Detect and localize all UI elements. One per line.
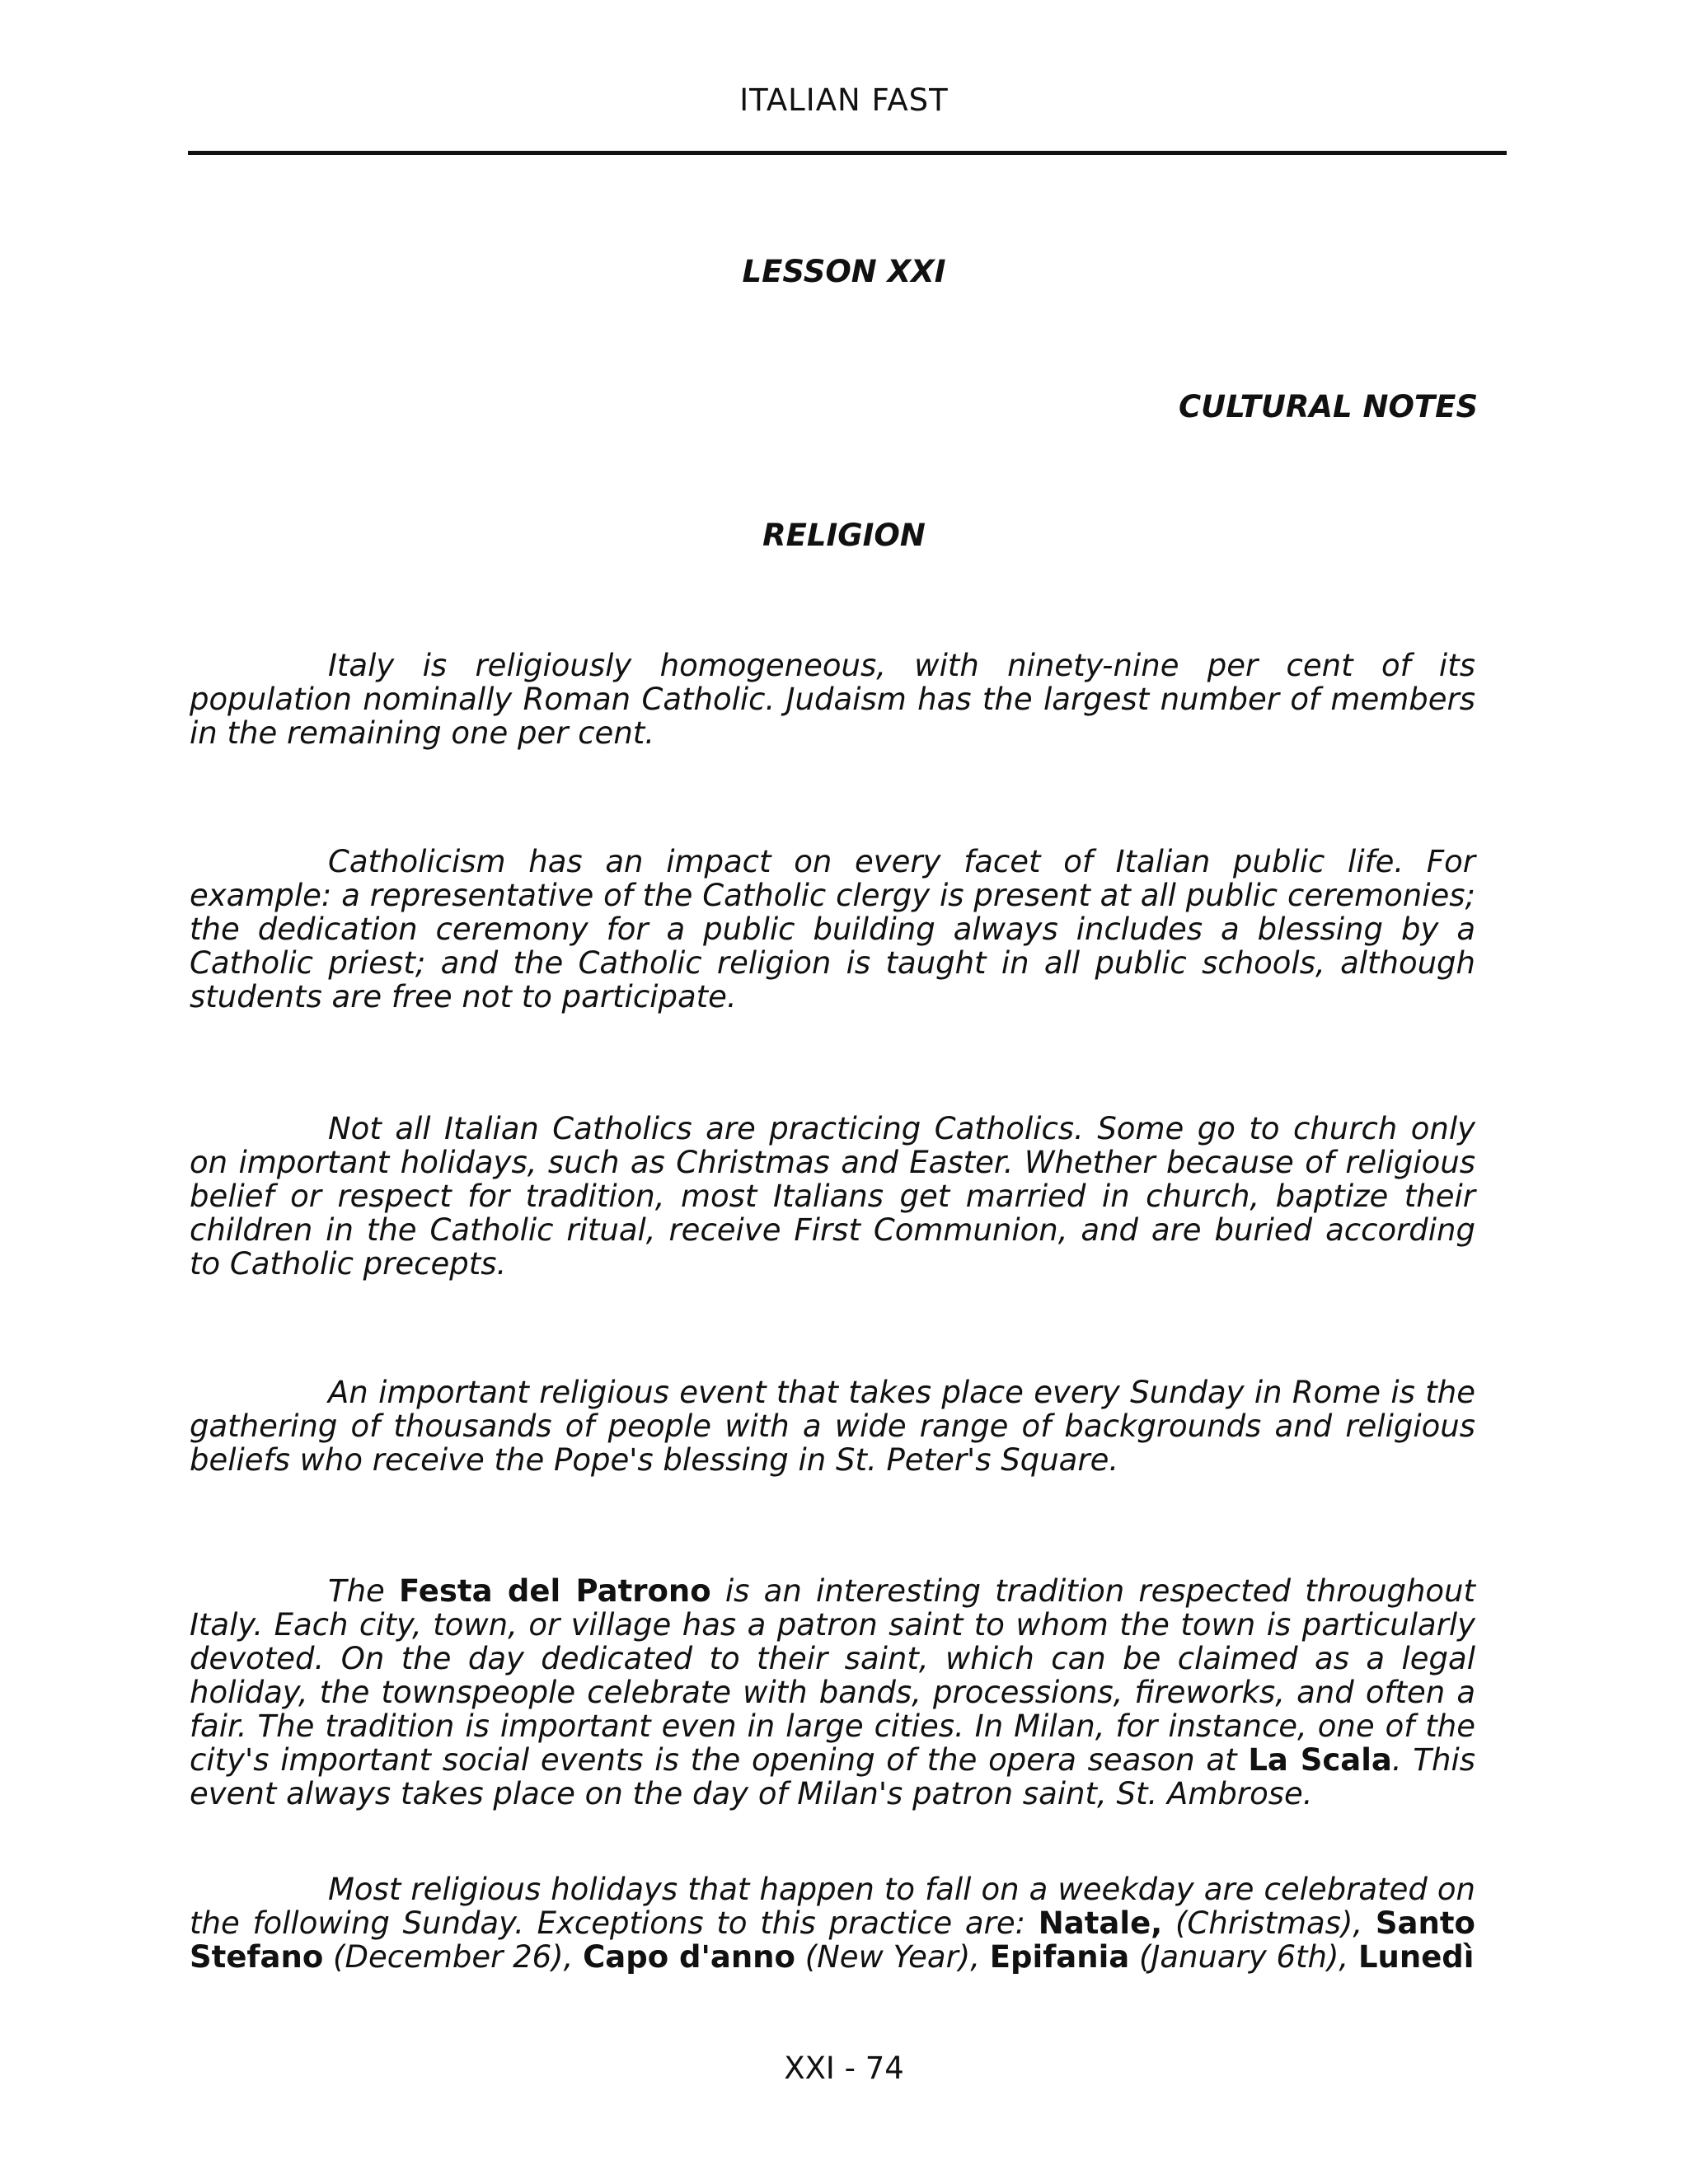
paragraph-religious-homogeneity: Italy is religiously homogeneous, with ninety-nine per cent of its population nominally Roman Catholic. Judaism has the largest number of members in the remaining one per cent. <box>190 648 1475 751</box>
italian-term: Santo Stefano <box>190 1905 1475 1975</box>
cultural-notes-heading: CULTURAL NOTES <box>1179 389 1479 424</box>
italian-term: Natale, <box>1038 1905 1163 1941</box>
italian-term: Festa del Patrono <box>399 1573 711 1609</box>
text-run: (December 26), <box>323 1939 584 1975</box>
text-run: (January 6th), <box>1129 1939 1358 1975</box>
text-run: Most religious holidays that happen to fall on a weekday are celebrated on the following Sunday. Exceptions to this practice are: <box>190 1872 1475 1941</box>
paragraph-festa-del-patrono <box>190 1574 1475 1811</box>
paragraph-religious-holidays <box>190 1872 1475 1974</box>
header-rule <box>188 151 1507 155</box>
italian-term: Capo d'anno <box>583 1939 795 1975</box>
paragraph-catholic-public-life: Catholicism has an impact on every facet of Italian public life. For example: a representative of the Catholic clergy is present at all public ceremonies; the dedication ceremony for a public building always includes a blessing by a Catholic priest; and the Catholic religion is taught in all public schools, although students are free not to participate. <box>190 844 1475 1015</box>
page-number: XXI - 74 <box>784 2050 904 2086</box>
paragraph-papal-blessing: An important religious event that takes place every Sunday in Rome is the gathering of thousands of people with a wide range of backgrounds and religious beliefs who receive the Pope's blessing in St. Peter's Square. <box>190 1375 1475 1478</box>
running-header: ITALIAN FAST <box>739 82 949 118</box>
text-run: (Christmas), <box>1162 1905 1376 1941</box>
lesson-title: LESSON XXI <box>742 254 946 289</box>
italian-term: Epifania <box>989 1939 1130 1975</box>
text-run: (New Year), <box>795 1939 990 1975</box>
italian-term: Lunedì <box>1357 1939 1475 1975</box>
italian-term: La Scala <box>1248 1742 1392 1778</box>
text-run: The <box>328 1573 400 1609</box>
text-run: . This event always takes place on the day of Milan's patron saint, St. Ambrose. <box>190 1742 1475 1811</box>
text-run: is an interesting tradition respected throughout Italy. Each city, town, or village has a patron saint to whom the town is particularly devoted. On the day dedicated to their saint, which can be claimed as a legal holiday, the townspeople celebrate with bands, processions, fireworks, and often a fair. The tradition is important even in large cities. In Milan, for instance, one of the city's important social events is the opening of the opera season at <box>190 1573 1476 1778</box>
section-heading: RELIGION <box>762 518 926 553</box>
paragraph-practicing-catholics: Not all Italian Catholics are practicing Catholics. Some go to church only on important holidays, such as Christmas and Easter. Whether because of religious belief or respect for tradition, most Italians get married in church, baptize their children in the Catholic ritual, receive First Communion, and are buried according to Catholic precepts. <box>190 1111 1475 1282</box>
